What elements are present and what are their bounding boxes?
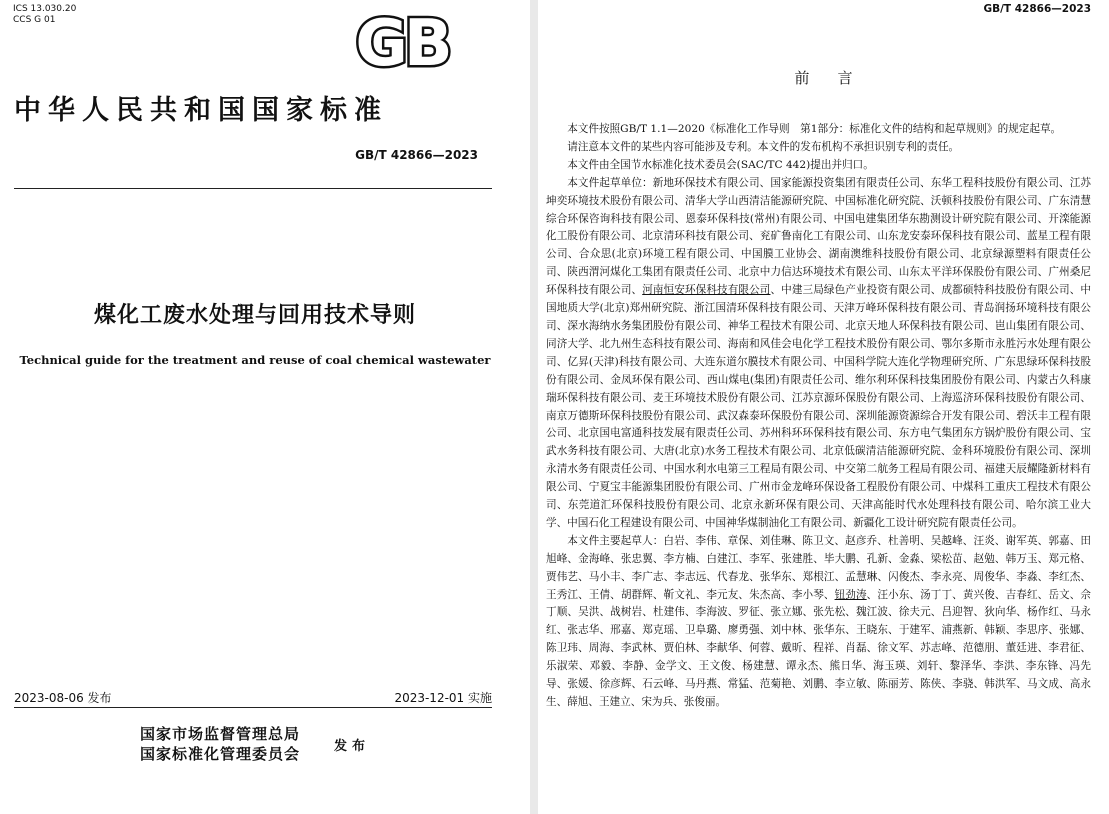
issuing-authorities [140,724,300,764]
issuer-sac: 国家标准化管理委员会 [140,745,301,763]
paragraph-patent-notice: 请注意本文件的某些内容可能涉及专利。本文件的发布机构不承担识别专利的责任。 [567,140,960,153]
document-title-cn: 煤化工废水处理与回用技术导则 [93,303,416,328]
drafting-units-part-2: 、中建三局绿色产业投资有限公司、成都硕特科技股份有限公司、中国地质大学(北京)郑州研究院、浙江国清环保科技有限公司、天津万峰环保科技有限公司、青岛润扬环境科技有限公司、深水海纳水务集团股份有限公司、神华工程技术有限公司、北京天地人环保科技有限公司、岜山集团有限公司、同济大学、北九州生态科技有限公司、海南和风佳会电化学工程技术股份有限公司、鄂尔多斯市永胜污水处理有限公司、亿昇(天津)科技有限公司、大连东道尔膜技术有限公司、中国科学院大连化学物理研究所、广东思绿环保科技股份有限公司、金凤环保有限公司、西山煤电(集团)有限责任公司、维尔利环保科技集团股份有限公司、内蒙古久科康瑞环保科技有限公司、麦王环境技术股份有限公司、江苏京源环保股份有限公司、上海巡济环保科技股份有限公司、南京万德斯环保科技股份有限公司、武汉森泰环保股份有限公司、深圳能源资源综合开发有限公司、碧沃丰工程有限公司、北京国电富通科技发展有限责任公司、苏州科环环保科技有限公司、东方电气集团东方锅炉股份有限公司、宝武水务科技有限公司、大唐(北京)水务工程技术有限公司、北京低碳清洁能源研究院、金科环境股份有限公司、深圳永清水务有限责任公司、中国水利水电第三工程局有限公司、中交第二航务工程局有限公司、福建天辰耀隆新材料有限公司、宁夏宝丰能源集团股份有限公司、广州市金龙峰环保设备工程股份有限公司、中煤科工重庆工程技术有限公司、东莞道汇环保科技股份有限公司、北京永新环保有限公司、天津高能时代水处理科技有限公司、哈尔滨工业大学、中国石化工程建设有限公司、中国神华煤制油化工有限公司、新疆化工设计研究院有限责任公司。 [546,284,1092,529]
drafting-unit-highlighted: 河南恒安环保科技有限公司 [642,284,771,297]
foreword-page [538,0,1109,814]
cover-divider-bottom [14,707,492,708]
paragraph-drafting-rules: 本文件按照GB/T 1.1—2020《标准化工作导则 第1部分：标准化文件的结构和起草规则》的规定起草。 [567,123,1062,135]
paragraph-drafters [546,533,1091,712]
document-title-en: Technical guide for the treatment and reuse of coal chemical wastewater [19,353,491,367]
classification-codes [13,4,76,26]
gb-logo [342,10,462,72]
gb-logo-text: GB [355,10,449,72]
issue-date: 2023-08-06 发布 [14,691,112,705]
drafter-highlighted: 钮劲涛 [834,588,867,601]
standard-title: 中华人民共和国国家标准 [14,95,388,126]
ccs-code: CCS G 01 [13,15,56,25]
implementation-date: 2023-12-01 实施 [394,691,492,705]
issuer-samr: 国家市场监督管理总局 [140,725,301,743]
cover-divider-top [14,188,492,189]
cover-page [0,0,530,814]
foreword-heading: 前言 [794,69,881,87]
paragraph-proposer: 本文件由全国节水标准化技术委员会(SAC/TC 442)提出并归口。 [567,158,874,171]
ics-code: ICS 13.030.20 [13,4,77,14]
standard-code: GB/T 42866—2023 [355,148,478,162]
page-header-code: GB/T 42866—2023 [983,3,1091,15]
foreword-body [546,121,1091,712]
paragraph-drafting-units [546,175,1091,533]
publish-label: 发布 [334,739,371,754]
drafters-part-2: 、汪小东、汤丁丁、黄兴俊、吉春红、岳文、佘丁顺、吴洪、战树岩、杜建伟、李海波、罗征、张立娜、张先松、魏江波、徐夫元、吕迎智、狄向华、杨作红、马永红、张志华、邢嘉、郑克瑶、卫阜璐、廖勇强、刘中林、张华东、王晓东、于建军、浦燕新、韩颖、李思序、张娜、陈卫玮、周海、李武林、贾伯林、李献华、何蓉、戴昕、程祥、肖磊、徐文军、苏志峰、范德朋、董廷进、李君征、乐淑荣、邓毅、李静、金学文、王文俊、杨建慧、谭永杰、熊日华、海玉瑛、刘轩、黎泽华、李洪、李东锋、冯先导、张媛、徐彦辉、石云峰、马丹燕、常猛、范菊艳、刘鹏、李立敏、陈丽芳、陈侠、李骁、韩洪军、马文成、高永生、薛旭、王建立、宋为兵、张俊丽。 [546,588,1092,708]
drafting-units-part-1: 本文件起草单位：新地环保技术有限公司、国家能源投资集团有限责任公司、东华工程科技股份有限公司、江苏坤奕环境技术股份有限公司、清华大学山西清洁能源研究院、中国标准化研究院、沃顿科技股份有限公司、广东清慧综合环保咨询科技有限公司、恩泰环保科技(常州)有限公司、中国电建集团华东勘测设计研究院有限公司、开滦能源化工股份有限公司、北京清环科技有限公司、兖矿鲁南化工有限公司、山东龙安泰环保科技有限公司、蓝星工程有限公司、合众思(北京)环境工程有限公司、中国膜工业协会、湖南澳维科技股份有限公司、北京绿源塑料有限责任公司、陕西渭河煤化工集团有限责任公司、北京中力信达环境技术有限公司、山东太平洋环保股份有限公司、广州桑尼环保科技有限公司、 [546,176,1091,297]
drafters-part-1: 本文件主要起草人：白岩、李伟、章保、刘佳琳、陈卫文、赵彦乔、杜善明、吴越峰、汪炎、谢军英、郭嘉、田旭峰、金海峰、张忠翼、李方楠、白建江、李军、张建胜、毕大鹏、孔新、金淼、梁松苗、赵勉、韩万玉、郑元格、贾伟艺、马小丰、李广志、李志远、代春龙、张华东、郑根江、孟慧琳、闪俊杰、李永亮、周俊华、李淼、李红杰、王秀江、王倩、胡群辉、靳文礼、李元友、朱杰高、李小琴、 [546,534,1091,601]
